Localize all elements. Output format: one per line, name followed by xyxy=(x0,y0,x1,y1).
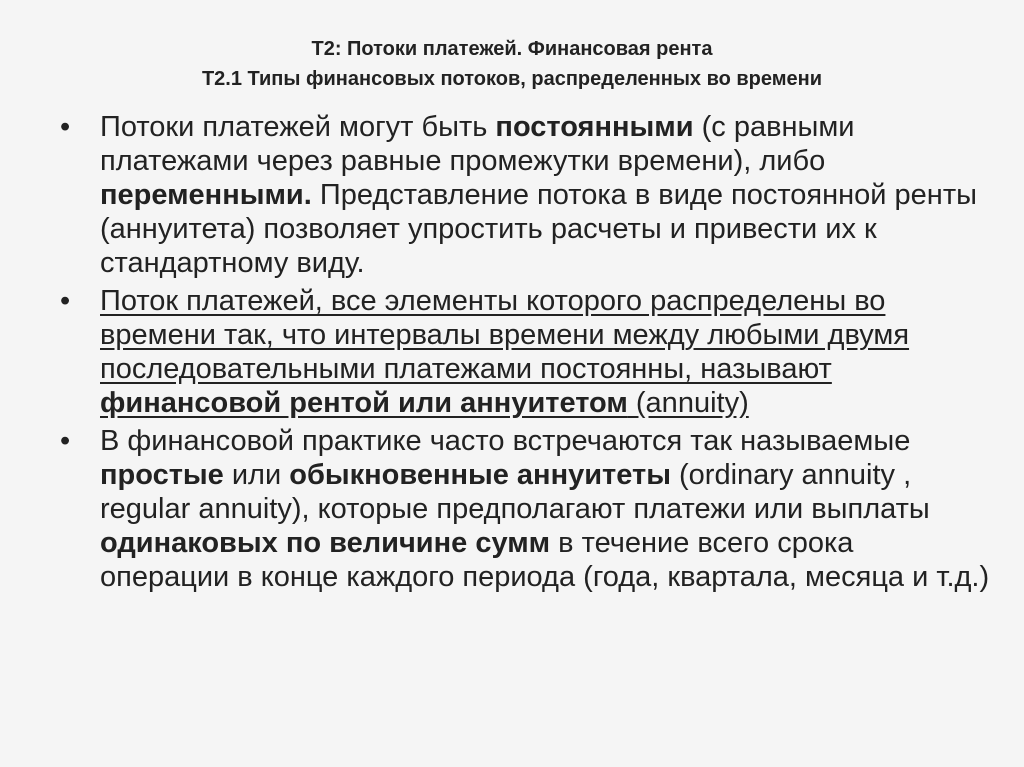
bullet-text: (с равными платежами через равные промежутки времени), либо xyxy=(100,111,855,177)
bullet-item-2 xyxy=(60,284,990,420)
bullet-text: в течение всего срока операции в конце каждого периода (года, квартала, месяца и т.д.) xyxy=(100,527,990,593)
bold-term: финансовой рентой или аннуитетом xyxy=(100,387,628,419)
bullet-text: В финансовой практике часто встречаются так называемые xyxy=(100,425,911,457)
bullet-item-3 xyxy=(60,424,990,594)
bullet-text: (annuity) xyxy=(627,387,749,419)
bullet-item-1 xyxy=(60,110,990,280)
bullet-text: или xyxy=(223,459,290,491)
bullet-text: Потоки платежей могут быть xyxy=(100,111,496,143)
bullet-text: (ordinary annuity , regular annuity), которые предполагают платежи или выплаты xyxy=(100,459,930,525)
slide-title xyxy=(0,34,1024,94)
bullet-mark: • xyxy=(60,285,71,317)
bold-term: переменными. xyxy=(100,179,312,211)
bullet-text: Поток платежей, все элементы которого распределены во времени так, что интервалы времени между любыми двумя последовательными платежами постоянны, называют xyxy=(100,285,910,385)
title-line-2: Т2.1 Типы финансовых потоков, распределенных во времени xyxy=(201,68,823,90)
bold-term: простые xyxy=(100,459,224,491)
title-line-1: Т2: Потоки платежей. Финансовая рента xyxy=(311,38,713,60)
bullet-mark: • xyxy=(60,111,71,143)
underlined-definition xyxy=(100,285,909,419)
bullet-list xyxy=(60,110,990,598)
bullet-mark: • xyxy=(60,425,71,457)
bullet-text: Представление потока в виде постоянной ренты (аннуитета) позволяет упростить расчеты и привести их к стандартному виду. xyxy=(100,179,977,279)
bold-term: обыкновенные аннуитеты xyxy=(289,459,671,491)
bold-term: одинаковых по величине сумм xyxy=(100,527,551,559)
bold-term: постоянными xyxy=(495,111,694,143)
